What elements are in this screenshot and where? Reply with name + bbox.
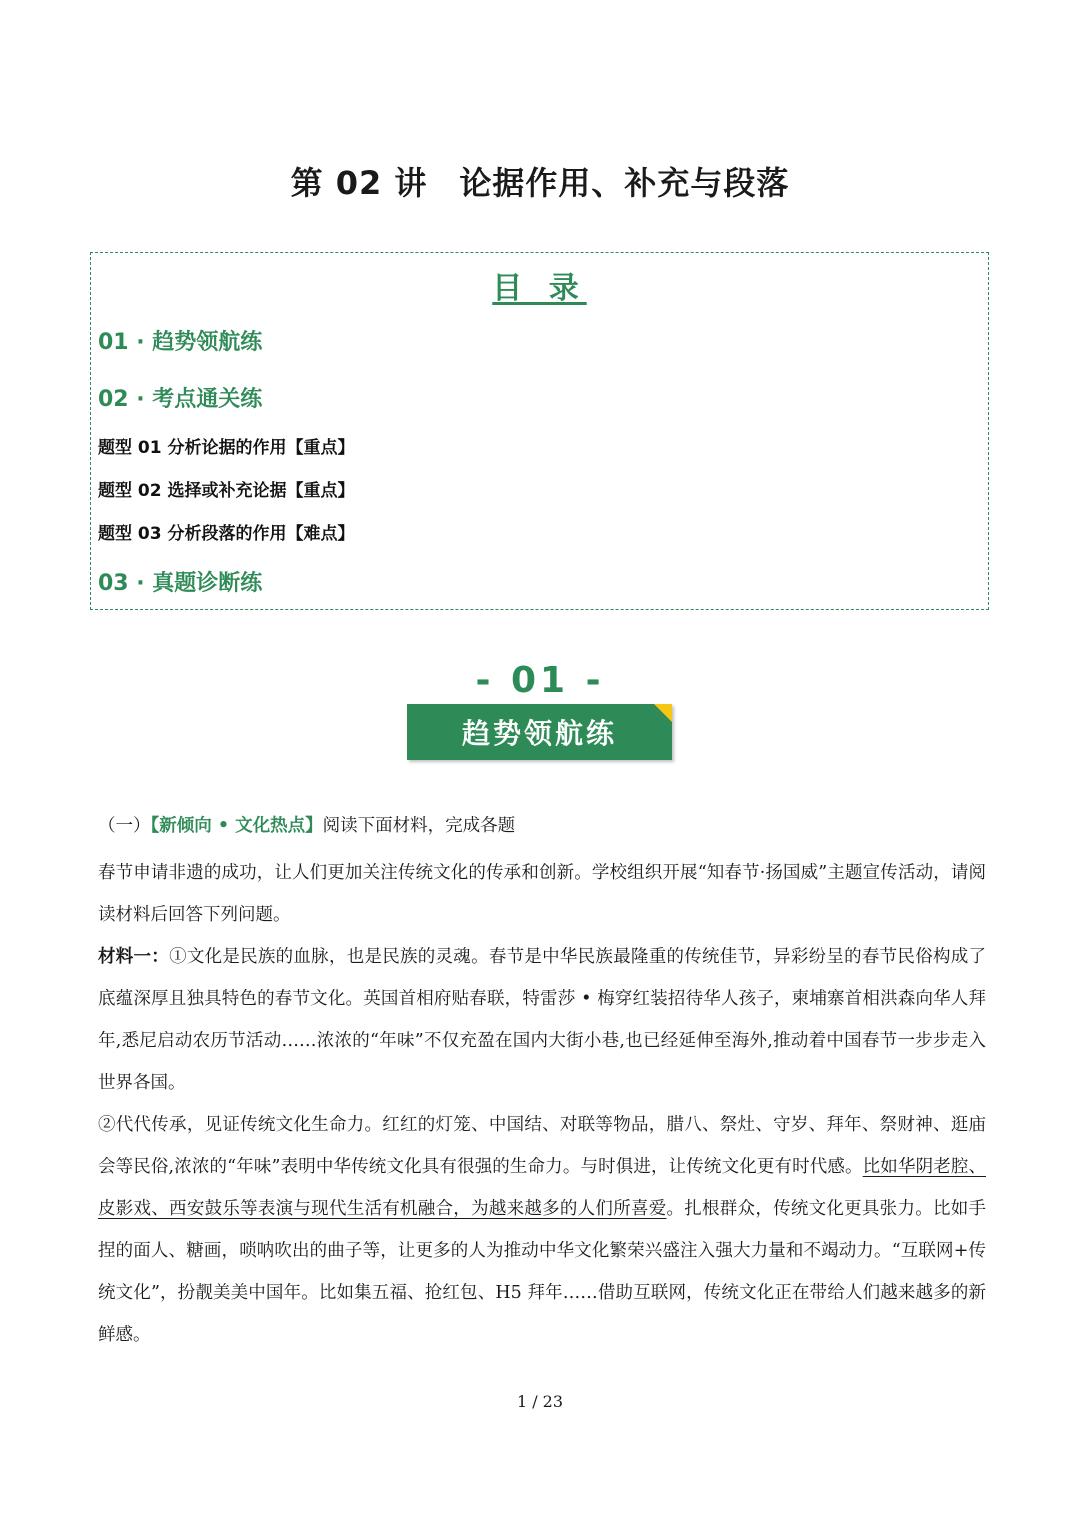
page-number: 1 / 23 xyxy=(516,1392,564,1411)
intro-prefix: （一） xyxy=(98,816,151,836)
table-of-contents xyxy=(90,252,989,610)
lecture-topic: 论据作用、补充与段落 xyxy=(459,164,790,202)
toc-subitem-03[interactable]: 题型 03 分析段落的作用【难点】 xyxy=(98,524,355,544)
paragraph-material-2 xyxy=(98,1104,986,1356)
toc-subitem-02[interactable]: 题型 02 选择或补充论据【重点】 xyxy=(98,481,355,501)
passage-body xyxy=(98,852,986,1356)
underlined-sentence: 比如华阴老腔、皮影戏、西安鼓乐等表演与现代生活有机融合，为越来越多的人们所喜爱 xyxy=(98,1157,987,1219)
paragraph-material-1 xyxy=(98,936,986,1104)
toc-subitem-01[interactable]: 题型 01 分析论据的作用【重点】 xyxy=(98,438,355,458)
toc-heading: 目 录 xyxy=(492,271,587,306)
paragraph-intro: 春节申请非遗的成功，让人们更加关注传统文化的传承和创新。学校组织开展“知春节·扬国威”主题宣传活动，请阅读材料后回答下列问题。 xyxy=(98,863,986,925)
material-1-text: ①文化是民族的血脉，也是民族的灵魂。春节是中华民族最隆重的传统佳节，异彩纷呈的春节民俗构成了底蕴深厚且独具特色的春节文化。英国首相府贴春联，特雷莎 • 梅穿红装招待华人孩子，柬埔寨首相洪森向华人拜年,悉尼启动农历节活动……浓浓的“年味”不仅充盈在国内大街小巷,也已经延伸至海外,推动着中国春节一步步走入世界各国。 xyxy=(98,947,986,1093)
toc-section-03[interactable]: 03 · 真题诊断练 xyxy=(98,571,263,596)
intro-tag: 【新倾向 • 文化热点】 xyxy=(150,816,323,836)
intro-rest: 阅读下面材料，完成各题 xyxy=(322,816,516,836)
section-banner-label: 趋势领航练 xyxy=(461,717,617,750)
toc-section-02[interactable]: 02 · 考点通关练 xyxy=(98,387,263,412)
question-intro xyxy=(98,812,515,837)
lecture-number: 第 02 讲 xyxy=(290,164,428,202)
material-label: 材料一： xyxy=(98,947,170,967)
page-title xyxy=(0,158,1080,204)
section-number: - 01 - xyxy=(475,660,605,701)
banner-corner-triangle xyxy=(654,704,672,722)
toc-section-01[interactable]: 01 · 趋势领航练 xyxy=(98,330,263,355)
section-banner xyxy=(407,704,672,760)
paragraph-2-part-b: 。扎根群众，传统文化更具张力。比如手捏的面人、糖画，唢呐吹出的曲子等，让更多的人为推动中华文化繁荣兴盛注入强大力量和不竭动力。“互联网+传统文化”，扮靓美美中国年。比如集五福、抢红包、H5 拜年……借助互联网，传统文化正在带给人们越来越多的新鲜感。 xyxy=(98,1199,987,1345)
paragraph-2-part-a: ②代代传承，见证传统文化生命力。红红的灯笼、中国结、对联等物品，腊八、祭灶、守岁、拜年、祭财神、逛庙会等民俗,浓浓的“年味”表明中华传统文化具有很强的生命力。与时俱进，让传统文化更有时代感。 xyxy=(98,1115,986,1177)
